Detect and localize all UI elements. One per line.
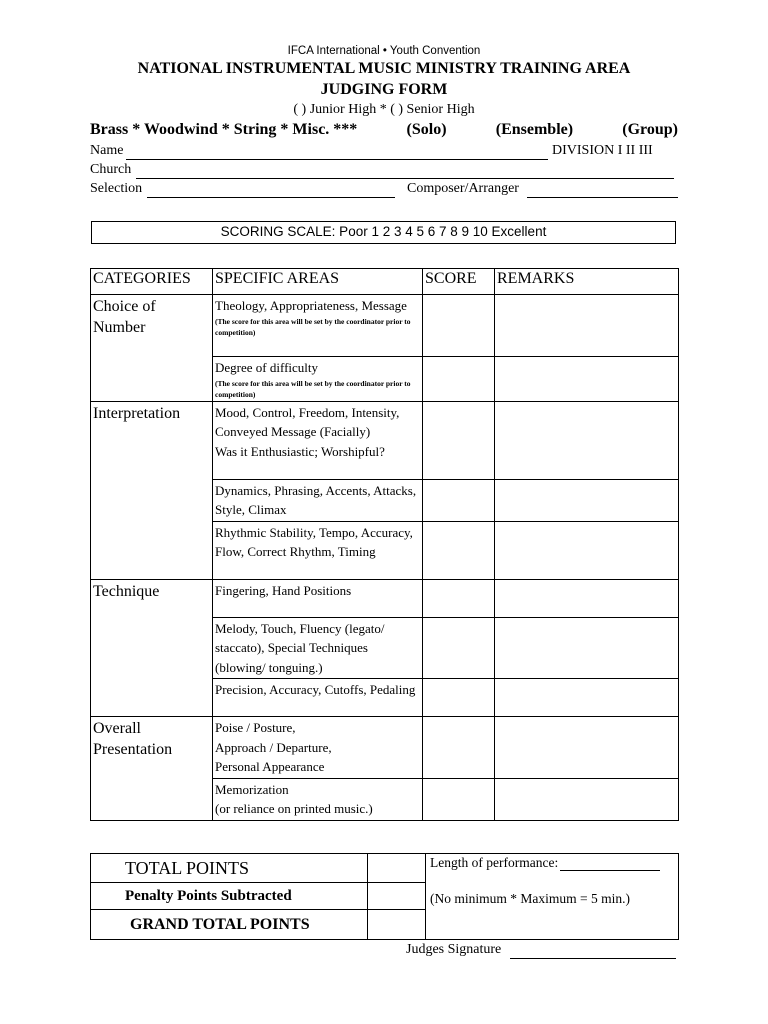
category-choice-of-number: Choice of Number [91,295,213,402]
signature-field[interactable] [510,958,676,959]
length-field[interactable] [560,856,660,871]
category-interpretation: Interpretation [91,401,213,579]
remarks-cell[interactable] [495,479,679,521]
header-remarks: REMARKS [495,269,679,295]
selection-field[interactable] [147,197,395,198]
score-cell[interactable] [423,717,495,779]
area-difficulty-note: (The score for this area will be set by the coordinator prior to competition) [215,378,411,399]
totals-table [90,853,679,940]
composer-field[interactable] [527,197,678,198]
remarks-cell[interactable] [495,617,679,679]
composer-label: Composer/Arranger [407,181,519,196]
length-line [430,855,674,871]
length-label: Length of performance: [430,855,559,870]
area-mood [213,401,423,479]
score-cell[interactable] [423,778,495,820]
remarks-cell[interactable] [495,679,679,717]
table-row [91,717,679,779]
area-theology-text: Theology, Appropriateness, Message [215,298,407,313]
length-note: (No minimum * Maximum = 5 min.) [430,891,630,906]
area-fingering: Fingering, Hand Positions [213,579,423,617]
table-header-row [91,269,679,295]
scoring-scale-box: SCORING SCALE: Poor 1 2 3 4 5 6 7 8 9 10 Excellent [91,221,676,244]
form-subtitle: JUDGING FORM [320,81,448,98]
penalty-value[interactable] [368,883,426,910]
score-cell[interactable] [423,521,495,579]
total-points-row [91,854,679,883]
area-difficulty-text: Degree of difficulty [215,360,318,375]
header-specific-areas: SPECIFIC AREAS [213,269,423,295]
total-points-value[interactable] [368,854,426,883]
area-mood-text-2: Was it Enthusiastic; Worshipful? [215,443,385,459]
category-overall-presentation: Overall Presentation [91,717,213,821]
area-precision: Precision, Accuracy, Cutoffs, Pedaling [213,679,423,717]
area-memorization-text-2: (or reliance on printed music.) [215,801,373,816]
grand-total-value[interactable] [368,910,426,940]
total-points-label: TOTAL POINTS [91,854,368,883]
area-mood-text: Mood, Control, Freedom, Intensity, Conveyed Message (Facially) [215,404,400,439]
area-appearance-text: Personal Appearance [215,759,325,774]
area-approach-text: Approach / Departure, [215,739,332,755]
name-field[interactable] [126,159,548,160]
score-cell[interactable] [423,401,495,479]
remarks-cell[interactable] [495,579,679,617]
table-row [91,579,679,617]
name-label: Name [90,143,124,158]
score-cell[interactable] [423,679,495,717]
area-rhythm: Rhythmic Stability, Tempo, Accuracy, Flow, Correct Rhythm, Timing [213,521,423,579]
score-cell[interactable] [423,295,495,357]
form-title: NATIONAL INSTRUMENTAL MUSIC MINISTRY TRAINING AREA [137,60,631,77]
score-cell[interactable] [423,579,495,617]
area-theology [213,295,423,357]
area-difficulty [213,357,423,402]
church-label: Church [90,162,132,177]
score-cell[interactable] [423,617,495,679]
penalty-label: Penalty Points Subtracted [91,883,368,910]
header-categories: CATEGORIES [91,269,213,295]
instrument-categories [90,121,678,139]
remarks-cell[interactable] [495,717,679,779]
remarks-cell[interactable] [495,401,679,479]
area-memorization-text: Memorization [215,781,289,797]
division-label[interactable]: DIVISION I II III [552,143,653,158]
group-option[interactable]: (Group) [622,121,678,138]
table-row [91,295,679,357]
area-melody: Melody, Touch, Fluency (legato/ staccato), Special Techniques (blowing/ tonguing.) [213,617,423,679]
instrument-types: Brass * Woodwind * String * Misc. *** [90,121,358,138]
area-theology-note: (The score for this area will be set by the coordinator prior to competition) [215,316,411,337]
remarks-cell[interactable] [495,778,679,820]
signature-label: Judges Signature [406,942,502,957]
table-row [91,401,679,479]
remarks-cell[interactable] [495,357,679,402]
area-memorization [213,778,423,820]
ensemble-option[interactable]: (Ensemble) [495,121,574,138]
score-cell[interactable] [423,479,495,521]
solo-option[interactable]: (Solo) [406,121,447,138]
organization-line: IFCA International • Youth Convention [287,45,481,57]
score-cell[interactable] [423,357,495,402]
area-poise [213,717,423,779]
church-field[interactable] [136,178,674,179]
grand-total-label: GRAND TOTAL POINTS [91,910,368,940]
header-score: SCORE [423,269,495,295]
length-of-performance-cell [426,854,679,940]
remarks-cell[interactable] [495,295,679,357]
area-dynamics: Dynamics, Phrasing, Accents, Attacks, Style, Climax [213,479,423,521]
level-checkboxes[interactable]: ( ) Junior High * ( ) Senior High [293,102,475,117]
remarks-cell[interactable] [495,521,679,579]
scoring-table [90,268,679,821]
area-poise-text: Poise / Posture, [215,720,296,735]
selection-label: Selection [90,181,143,196]
category-technique: Technique [91,579,213,717]
